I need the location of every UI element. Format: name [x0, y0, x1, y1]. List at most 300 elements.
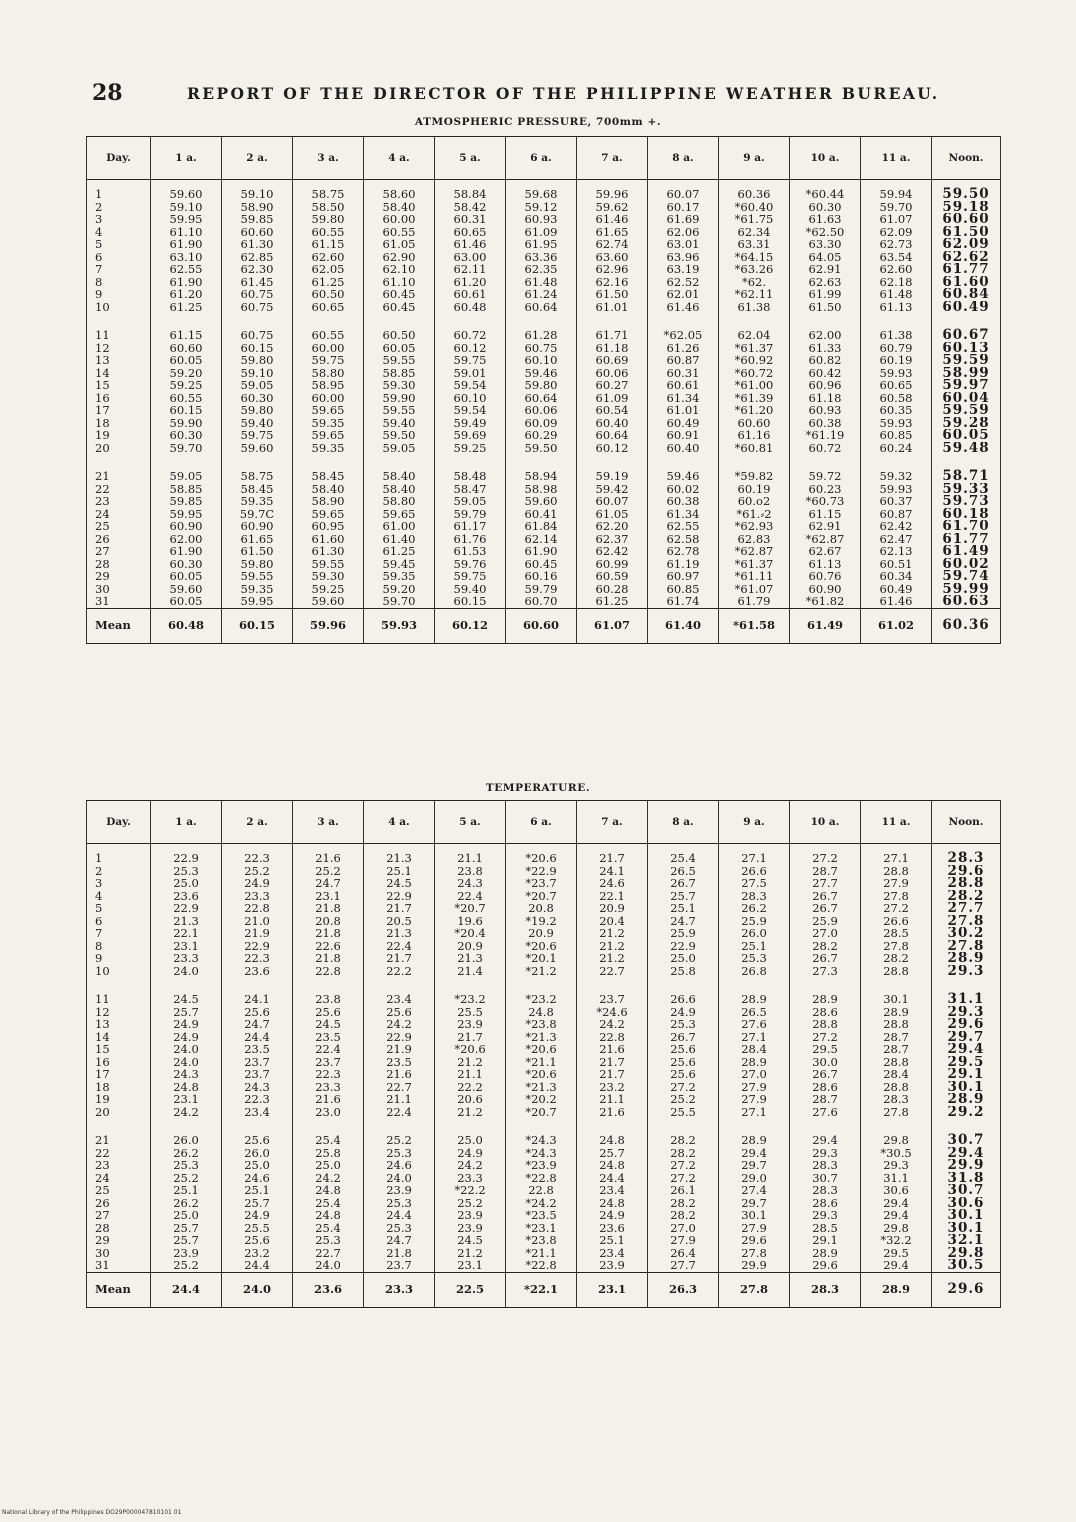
value-cell: 61.38 [861, 321, 932, 342]
value-cell: 22.9 [151, 902, 222, 915]
value-cell: *62.50 [790, 226, 861, 239]
value-cell: 23.9 [435, 1018, 506, 1031]
value-cell: 28.5 [861, 927, 932, 940]
value-cell: 23.9 [435, 1222, 506, 1235]
value-cell: 27.9 [719, 1081, 790, 1094]
value-cell: 23.5 [222, 1043, 293, 1056]
value-cell: 59.40 [222, 417, 293, 430]
value-cell: 24.8 [577, 1159, 648, 1172]
value-cell: *23.8 [506, 1018, 577, 1031]
value-cell: 60.34 [861, 570, 932, 583]
table-row [87, 321, 1001, 342]
value-cell: 28.3 [790, 1159, 861, 1172]
mean-label: Mean [87, 1272, 151, 1307]
day-cell: 25 [87, 520, 151, 533]
value-cell: 21.6 [293, 844, 364, 865]
value-cell: 61.60 [932, 276, 1001, 289]
mean-cell: 23.1 [577, 1272, 648, 1307]
value-cell: 61.28 [506, 321, 577, 342]
value-cell: *62. [719, 276, 790, 289]
value-cell: 29.4 [932, 1043, 1001, 1056]
value-cell: 61.95 [506, 238, 577, 251]
value-cell: *21.1 [506, 1056, 577, 1069]
value-cell: *22.2 [435, 1184, 506, 1197]
value-cell: 60.90 [790, 583, 861, 596]
value-cell: 59.50 [506, 442, 577, 463]
value-cell: 28.9 [790, 985, 861, 1006]
column-header: 3 a. [293, 801, 364, 844]
day-cell: 31 [87, 595, 151, 608]
value-cell: 58.50 [293, 201, 364, 214]
value-cell: 29.3 [790, 1209, 861, 1222]
column-header: Day. [87, 801, 151, 844]
page-header [92, 80, 992, 110]
value-cell: 59.46 [506, 367, 577, 380]
value-cell: 26.6 [719, 865, 790, 878]
value-cell: 23.7 [577, 985, 648, 1006]
value-cell: 28.9 [932, 952, 1001, 965]
value-cell: 61.50 [577, 288, 648, 301]
value-cell: 59.40 [435, 583, 506, 596]
value-cell: *23.5 [506, 1209, 577, 1222]
value-cell: 23.8 [435, 865, 506, 878]
value-cell: 59.32 [861, 462, 932, 483]
day-cell: 19 [87, 1093, 151, 1106]
value-cell: 60.30 [151, 558, 222, 571]
value-cell: 59.55 [364, 354, 435, 367]
value-cell: 60.09 [506, 417, 577, 430]
value-cell: 61.18 [577, 342, 648, 355]
value-cell: 60.40 [648, 442, 719, 463]
value-cell: 63.54 [861, 251, 932, 264]
value-cell: *61.39 [719, 392, 790, 405]
table-row [87, 1043, 1001, 1056]
value-cell: *19.2 [506, 915, 577, 928]
value-cell: 22.7 [577, 965, 648, 986]
value-cell: *64.15 [719, 251, 790, 264]
day-cell: 3 [87, 213, 151, 226]
value-cell: 59.96 [577, 180, 648, 201]
value-cell: *60.40 [719, 201, 790, 214]
day-cell: 20 [87, 442, 151, 463]
value-cell: 28.8 [861, 965, 932, 986]
day-cell: 7 [87, 927, 151, 940]
value-cell: 27.5 [719, 877, 790, 890]
value-cell: 62.42 [861, 520, 932, 533]
temperature-caption: TEMPERATURE. [485, 782, 591, 794]
value-cell: 60.24 [861, 442, 932, 463]
table-row [87, 342, 1001, 355]
value-cell: 26.2 [151, 1147, 222, 1160]
day-cell: 11 [87, 985, 151, 1006]
value-cell: 29.8 [861, 1222, 932, 1235]
value-cell: 62.78 [648, 545, 719, 558]
value-cell: 24.9 [648, 1006, 719, 1019]
value-cell: 21.3 [364, 927, 435, 940]
value-cell: 23.6 [151, 890, 222, 903]
value-cell: 58.90 [293, 495, 364, 508]
value-cell: 63.01 [648, 238, 719, 251]
value-cell: 62.34 [719, 226, 790, 239]
value-cell: 23.3 [293, 1081, 364, 1094]
value-cell: 59.12 [506, 201, 577, 214]
temperature-body [87, 844, 1001, 1273]
column-header: 11 a. [861, 137, 932, 180]
value-cell: 59.48 [932, 442, 1001, 463]
value-cell: 61.40 [364, 533, 435, 546]
day-cell: 8 [87, 276, 151, 289]
column-header: 1 a. [151, 801, 222, 844]
value-cell: 60.60 [151, 342, 222, 355]
value-cell: 21.8 [293, 952, 364, 965]
value-cell: 21.3 [364, 844, 435, 865]
table-row [87, 570, 1001, 583]
value-cell: 62.91 [790, 263, 861, 276]
value-cell: 61.15 [790, 508, 861, 521]
value-cell: 61.70 [932, 520, 1001, 533]
value-cell: 30.2 [932, 927, 1001, 940]
value-cell: 62.35 [506, 263, 577, 276]
value-cell: 27.2 [648, 1172, 719, 1185]
mean-cell: *61.58 [719, 608, 790, 643]
value-cell: 20.8 [293, 915, 364, 928]
table-row [87, 213, 1001, 226]
value-cell: *61.00 [719, 379, 790, 392]
value-cell: 59.25 [435, 442, 506, 463]
column-header: 5 a. [435, 137, 506, 180]
value-cell: *61.19 [790, 429, 861, 442]
value-cell: *24.6 [577, 1006, 648, 1019]
value-cell: 21.6 [364, 1068, 435, 1081]
value-cell: 24.2 [577, 1018, 648, 1031]
day-cell: 14 [87, 367, 151, 380]
value-cell: 60.70 [506, 595, 577, 608]
mean-cell: 28.3 [790, 1272, 861, 1307]
value-cell: 58.75 [222, 462, 293, 483]
value-cell: 27.8 [932, 940, 1001, 953]
value-cell: 62.16 [577, 276, 648, 289]
day-cell: 20 [87, 1106, 151, 1127]
day-cell: 24 [87, 508, 151, 521]
value-cell: 59.35 [364, 570, 435, 583]
day-cell: 17 [87, 1068, 151, 1081]
value-cell: 27.4 [719, 1184, 790, 1197]
value-cell: 62.18 [861, 276, 932, 289]
table-row [87, 1031, 1001, 1044]
value-cell: 59.05 [222, 379, 293, 392]
value-cell: 21.9 [222, 927, 293, 940]
value-cell: *20.2 [506, 1093, 577, 1106]
value-cell: 23.9 [577, 1259, 648, 1272]
table-row [87, 890, 1001, 903]
value-cell: 25.1 [364, 865, 435, 878]
value-cell: 24.4 [222, 1031, 293, 1044]
mean-cell: 23.6 [293, 1272, 364, 1307]
value-cell: 59.90 [151, 417, 222, 430]
temperature-mean-row [87, 1272, 1001, 1307]
value-cell: 62.42 [577, 545, 648, 558]
value-cell: *20.7 [506, 1106, 577, 1127]
mean-cell: 61.07 [577, 608, 648, 643]
value-cell: 25.3 [364, 1147, 435, 1160]
value-cell: 29.8 [932, 1247, 1001, 1260]
day-cell: 22 [87, 1147, 151, 1160]
value-cell: 25.3 [151, 865, 222, 878]
table-row [87, 367, 1001, 380]
value-cell: 59.05 [364, 442, 435, 463]
value-cell: 24.0 [364, 1172, 435, 1185]
value-cell: 24.2 [293, 1172, 364, 1185]
value-cell: 21.6 [577, 1106, 648, 1127]
table-row [87, 844, 1001, 865]
value-cell: 25.8 [648, 965, 719, 986]
value-cell: 28.2 [648, 1126, 719, 1147]
value-cell: 24.6 [364, 1159, 435, 1172]
table-row [87, 238, 1001, 251]
value-cell: 25.3 [364, 1197, 435, 1210]
value-cell: 60.45 [364, 288, 435, 301]
value-cell: 59.75 [293, 354, 364, 367]
value-cell: 25.6 [222, 1234, 293, 1247]
value-cell: 59.55 [293, 558, 364, 571]
value-cell: 61.53 [435, 545, 506, 558]
value-cell: 59.93 [861, 483, 932, 496]
value-cell: 60.12 [435, 342, 506, 355]
value-cell: 58.40 [293, 483, 364, 496]
value-cell: 58.80 [293, 367, 364, 380]
table-row [87, 1234, 1001, 1247]
value-cell: 58.40 [364, 201, 435, 214]
value-cell: 23.6 [222, 965, 293, 986]
value-cell: 59.62 [577, 201, 648, 214]
value-cell: 62.63 [790, 276, 861, 289]
value-cell: 25.7 [151, 1222, 222, 1235]
value-cell: 23.9 [435, 1209, 506, 1222]
day-cell: 5 [87, 902, 151, 915]
day-cell: 5 [87, 238, 151, 251]
value-cell: 24.9 [435, 1147, 506, 1160]
value-cell: 24.4 [364, 1209, 435, 1222]
value-cell: 61.24 [506, 288, 577, 301]
scan-footer: National Library of the Philippines DO29P000047810101 01 [2, 1509, 182, 1516]
value-cell: 62.10 [364, 263, 435, 276]
value-cell: 62.90 [364, 251, 435, 264]
value-cell: 28.2 [648, 1197, 719, 1210]
value-cell: 23.1 [293, 890, 364, 903]
day-cell: 10 [87, 965, 151, 986]
value-cell: 28.7 [861, 1031, 932, 1044]
value-cell: 62.05 [293, 263, 364, 276]
value-cell: 60.75 [222, 321, 293, 342]
value-cell: 30.7 [932, 1126, 1001, 1147]
value-cell: 60.07 [577, 495, 648, 508]
table-row [87, 1184, 1001, 1197]
value-cell: 62.13 [861, 545, 932, 558]
value-cell: *23.9 [506, 1159, 577, 1172]
value-cell: 28.2 [861, 952, 932, 965]
value-cell: 60.75 [506, 342, 577, 355]
value-cell: 25.7 [577, 1147, 648, 1160]
value-cell: *22.9 [506, 865, 577, 878]
value-cell: 61.46 [861, 595, 932, 608]
value-cell: 59.80 [222, 354, 293, 367]
value-cell: *60.44 [790, 180, 861, 201]
value-cell: 30.6 [861, 1184, 932, 1197]
value-cell: 61.49 [932, 545, 1001, 558]
table-row [87, 201, 1001, 214]
value-cell: *23.1 [506, 1222, 577, 1235]
table-row [87, 301, 1001, 322]
value-cell: 29.3 [932, 1006, 1001, 1019]
value-cell: 29.9 [932, 1159, 1001, 1172]
value-cell: 61.25 [293, 276, 364, 289]
value-cell: 22.1 [577, 890, 648, 903]
value-cell: 21.7 [435, 1031, 506, 1044]
value-cell: 22.8 [222, 902, 293, 915]
value-cell: 60.55 [293, 226, 364, 239]
value-cell: 61.46 [435, 238, 506, 251]
value-cell: 29.3 [861, 1159, 932, 1172]
value-cell: 60.91 [648, 429, 719, 442]
value-cell: 62.00 [790, 321, 861, 342]
value-cell: 28.5 [790, 1222, 861, 1235]
table-row [87, 1068, 1001, 1081]
value-cell: 61.50 [790, 301, 861, 322]
value-cell: 25.0 [151, 1209, 222, 1222]
mean-cell: 23.3 [364, 1272, 435, 1307]
value-cell: 24.1 [222, 985, 293, 1006]
value-cell: *60.81 [719, 442, 790, 463]
value-cell: 62.01 [648, 288, 719, 301]
value-cell: 25.8 [293, 1147, 364, 1160]
table-row [87, 483, 1001, 496]
table-row [87, 226, 1001, 239]
value-cell: 21.2 [577, 952, 648, 965]
table-row [87, 180, 1001, 201]
value-cell: 21.2 [435, 1106, 506, 1127]
value-cell: *24.2 [506, 1197, 577, 1210]
table-row [87, 915, 1001, 928]
value-cell: 31.1 [861, 1172, 932, 1185]
value-cell: 21.1 [577, 1093, 648, 1106]
value-cell: 22.9 [364, 890, 435, 903]
value-cell: 21.8 [364, 1247, 435, 1260]
day-cell: 2 [87, 865, 151, 878]
value-cell: 61.77 [932, 263, 1001, 276]
value-cell: 25.2 [435, 1197, 506, 1210]
value-cell: 26.5 [719, 1006, 790, 1019]
value-cell: 60.65 [435, 226, 506, 239]
value-cell: 59.7C [222, 508, 293, 521]
value-cell: 60.51 [861, 558, 932, 571]
value-cell: 25.7 [151, 1006, 222, 1019]
column-header: 1 a. [151, 137, 222, 180]
day-cell: 21 [87, 462, 151, 483]
day-cell: 23 [87, 495, 151, 508]
value-cell: 29.4 [861, 1259, 932, 1272]
table-row [87, 1259, 1001, 1272]
value-cell: 24.0 [151, 1043, 222, 1056]
day-cell: 14 [87, 1031, 151, 1044]
value-cell: 62.00 [151, 533, 222, 546]
value-cell: 60.96 [790, 379, 861, 392]
table-row [87, 985, 1001, 1006]
value-cell: 25.2 [222, 865, 293, 878]
value-cell: 59.95 [151, 213, 222, 226]
value-cell: 22.2 [364, 965, 435, 986]
table-row [87, 1209, 1001, 1222]
value-cell: *63.26 [719, 263, 790, 276]
value-cell: 60.64 [506, 301, 577, 322]
column-header: 6 a. [506, 801, 577, 844]
value-cell: 61.15 [293, 238, 364, 251]
table-row [87, 1247, 1001, 1260]
value-cell: 21.7 [577, 844, 648, 865]
day-cell: 15 [87, 379, 151, 392]
value-cell: 59.46 [648, 462, 719, 483]
value-cell: 59.40 [364, 417, 435, 430]
value-cell: 61.50 [932, 226, 1001, 239]
value-cell: 19.6 [435, 915, 506, 928]
value-cell: 25.6 [648, 1056, 719, 1069]
column-header: 9 a. [719, 137, 790, 180]
value-cell: 59.65 [293, 429, 364, 442]
value-cell: 23.9 [151, 1247, 222, 1260]
value-cell: 59.50 [364, 429, 435, 442]
value-cell: 61.84 [506, 520, 577, 533]
value-cell: 62.14 [506, 533, 577, 546]
value-cell: 60.48 [435, 301, 506, 322]
value-cell: 24.2 [364, 1018, 435, 1031]
value-cell: 27.8 [861, 890, 932, 903]
value-cell: 59.25 [151, 379, 222, 392]
table-row [87, 1056, 1001, 1069]
value-cell: 60.05 [151, 570, 222, 583]
table-row [87, 508, 1001, 521]
value-cell: 28.9 [719, 1056, 790, 1069]
day-cell: 29 [87, 1234, 151, 1247]
value-cell: 62.04 [719, 321, 790, 342]
value-cell: 29.1 [790, 1234, 861, 1247]
day-cell: 6 [87, 915, 151, 928]
value-cell: 24.5 [293, 1018, 364, 1031]
value-cell: 59.60 [151, 583, 222, 596]
value-cell: 58.71 [932, 462, 1001, 483]
value-cell: 59.10 [151, 201, 222, 214]
value-cell: 60.60 [932, 213, 1001, 226]
value-cell: 24.9 [151, 1031, 222, 1044]
value-cell: 21.9 [364, 1043, 435, 1056]
value-cell: 28.2 [932, 890, 1001, 903]
value-cell: 28.2 [790, 940, 861, 953]
value-cell: 60.49 [648, 417, 719, 430]
table-row [87, 927, 1001, 940]
value-cell: 26.0 [719, 927, 790, 940]
value-cell: 22.9 [222, 940, 293, 953]
table-row [87, 354, 1001, 367]
value-cell: *62.87 [790, 533, 861, 546]
value-cell: 25.2 [364, 1126, 435, 1147]
value-cell: 61.25 [364, 545, 435, 558]
value-cell: 60.23 [790, 483, 861, 496]
value-cell: 24.3 [151, 1068, 222, 1081]
value-cell: 60.60 [719, 417, 790, 430]
value-cell: 59.85 [222, 213, 293, 226]
value-cell: 62.09 [861, 226, 932, 239]
value-cell: 61.48 [861, 288, 932, 301]
value-cell: 29.1 [932, 1068, 1001, 1081]
day-cell: 3 [87, 877, 151, 890]
